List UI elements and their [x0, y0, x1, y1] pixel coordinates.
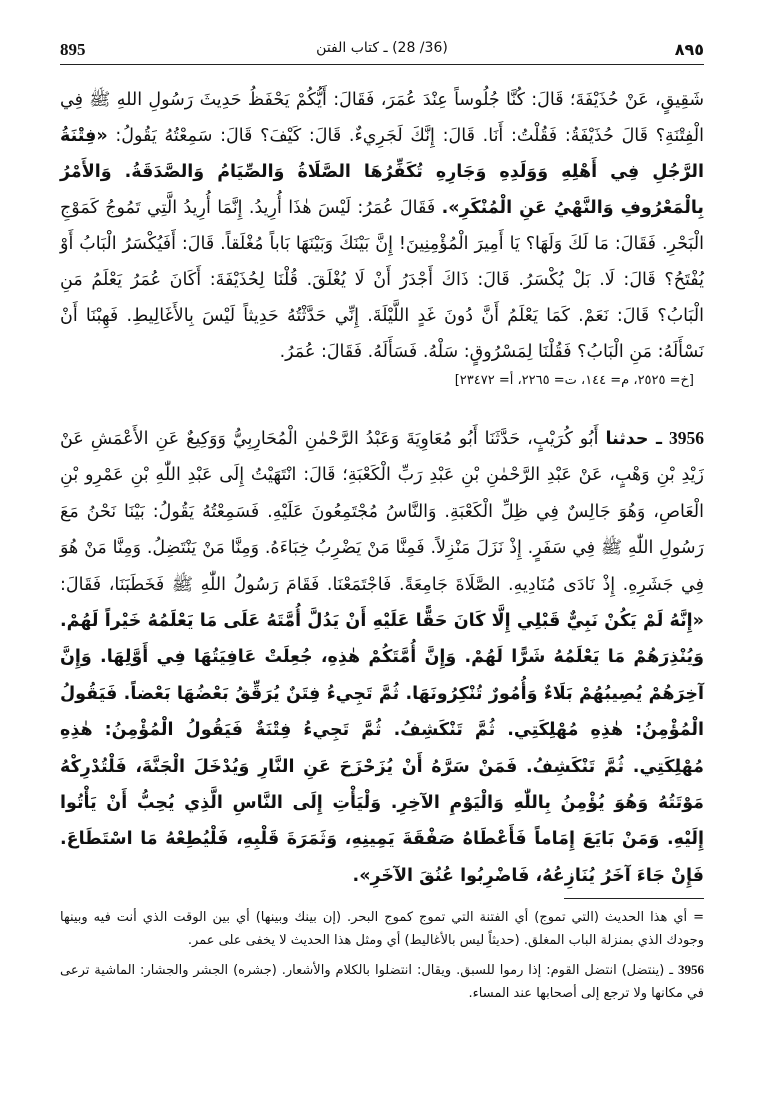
haddathana-label: ـ حدثنا	[605, 429, 662, 449]
hadith-3956-prophetic-text: «إِنَّهُ لَمْ يَكُنْ نَبِيٌّ قَبْلِي إِلَّا كَانَ حَقًّا عَلَيْهِ أَنْ يَدُلَّ أُمَّتَهُ عَلَى مَا يَعْلَمُهُ خَيْراً لَهُمْ. وَيُنْذِرَهُمْ مَا يَعْلَمُهُ شَرًّا لَهُمْ. وَإِنَّ أُمَّتَكُمْ هٰذِهِ، جُعِلَتْ عَافِيَتُهَا فِي أَوَّلِهَا. وَإِنَّ آخِرَهُمْ يُصِيبُهُمْ بَلَاءٌ وَأُمُورٌ تُنْكِرُونَهَا. ثُمَّ تَجِيءُ فِتَنٌ يُرَقِّقُ بَعْضُهَا بَعْضاً. فَيَقُولُ الْمُؤْمِنُ: هٰذِهِ مُهْلِكَتِي. ثُمَّ تَنْكَشِفُ. ثُمَّ تَجِيءُ فِتْنَةٌ فَيَقُولُ الْمُؤْمِنُ: هٰذِهِ مُهْلِكَتِي. ثُمَّ تَنْكَشِفُ. فَمَنْ سَرَّهُ أَنْ يُزَحْزَحَ عَنِ النَّارِ وَيُدْخَلَ الْجَنَّةَ، فَلْتُدْرِكْهُ مَوْتَتُهُ وَهُوَ يُؤْمِنُ بِاللّٰهِ وَالْيَوْمِ الآخِرِ. وَلْيَأْتِ إِلَى النَّاسِ الَّذِي يُحِبُّ أَنْ يَأْتُوا إِلَيْهِ. وَمَنْ بَايَعَ إِمَاماً فَأَعْطَاهُ صَفْقَةَ يَمِينِهِ، وَثَمَرَةَ قَلْبِهِ، فَلْيُطِعْهُ مَا اسْتَطَاعَ. فَإِنْ جَاءَ آخَرُ يُنَازِعُهُ، فَاضْرِبُوا عُنُقَ الآخَرِ».	[60, 611, 704, 886]
footnote-2-number: 3956	[678, 962, 704, 977]
page-header	[60, 30, 704, 64]
hadith-3956-intro: أَبُو كُرَيْبٍ، حَدَّثَنَا أَبُو مُعَاوِيَةَ وَعَبْدُ الرَّحْمٰنِ الْمُحَارِبِيُّ وَوَكِيعٌ عَنِ الأَعْمَشِ عَنْ زَيْدِ بْنِ وَهْبٍ، عَنْ عَبْدِ الرَّحْمٰنِ بْنِ عَبْدِ رَبِّ الْكَعْبَةِ؛ قَالَ: انْتَهَيْتُ إِلَى عَبْدِ اللّٰهِ بْنِ عَمْرِو بْنِ الْعَاصِ، وَهُوَ جَالِسٌ فِي ظِلِّ الْكَعْبَةِ. وَالنَّاسُ مُجْتَمِعُونَ عَلَيْهِ. فَسَمِعْتُهُ يَقُولُ: بَيْنَا نَحْنُ مَعَ رَسُولِ اللّٰهِ ﷺ فِي سَفَرٍ. إِذْ نَزَلَ مَنْزِلاً. فَمِنَّا مَنْ يَضْرِبُ خِبَاءَهُ. وَمِنَّا مَنْ يَنْتَضِلُ. وَمِنَّا مَنْ هُوَ فِي جَشَرِهِ. إِذْ نَادَى مُنَادِيهِ. الصَّلَاةَ جَامِعَةً. فَاجْتَمَعْنَا. فَقَامَ رَسُولُ اللّٰهِ ﷺ فَخَطَبَنَا، فَقَالَ:	[60, 429, 704, 595]
hadith-3956	[60, 420, 704, 894]
footnote-rule	[564, 898, 704, 899]
page-number-arabic: ٨٩٥	[674, 40, 704, 59]
hadith-prev-rest: فَقَالَ عُمَرُ: لَيْسَ هٰذَا أُرِيدُ. إِنَّمَا أُرِيدُ الَّتِي تَمُوجُ كَمَوْجِ الْبَحْرِ. فَقَالَ: مَا لَكَ وَلَهَا؟ يَا أَمِيرَ الْمُؤْمِنِينَ! إِنَّ بَيْنَكَ وَبَيْنَهَا بَاباً مُغْلَقاً. قَالَ: أَفَيُكْسَرُ الْبَابُ أَوْ يُفْتَحُ؟ قَالَ: لَا. بَلْ يُكْسَرُ. قَالَ: ذَاكَ أَجْدَرُ أَنْ لَا يُغْلَقَ. قُلْنَا لِحُذَيْفَةَ: أَكَانَ عُمَرُ يَعْلَمُ مَنِ الْبَابُ؟ قَالَ: نَعَمْ. كَمَا يَعْلَمُ أَنَّ دُونَ غَدٍ اللَّيْلَةَ. إِنِّي حَدَّثْتُهُ حَدِيثاً لَيْسَ بِالأَغَالِيطِ. فَهِبْنَا أَنْ نَسْأَلَهُ: مَنِ الْبَابُ؟ فَقُلْنَا لِمَسْرُوقٍ: سَلْهُ. فَسَأَلَهُ. فَقَالَ: عُمَرُ.	[60, 198, 704, 362]
hadith-reference: [خ= ٢٥٢٥، م= ١٤٤، ت= ٢٢٦٥، أ= ٢٣٤٧٢]	[454, 373, 694, 388]
page-number-latin: 895	[60, 40, 86, 59]
header-rule	[60, 64, 704, 65]
footnotes	[60, 906, 704, 1005]
hadith-prev-intro: شَقِيقٍ، عَنْ حُذَيْفَةَ؛ قَالَ: كُنَّا جُلُوساً عِنْدَ عُمَرَ، فَقَالَ: أَيُّكُمْ يَحْفَظُ حَدِيثَ رَسُولِ اللهِ ﷺ فِي الْفِتْنَةِ؟ قَالَ حُذَيْفَةُ: فَقُلْتُ: أَنَا. قَالَ: إِنَّكَ لَجَرِيءٌ. قَالَ: كَيْفَ؟ قَالَ: سَمِعْتُهُ يَقُولُ:	[60, 90, 704, 146]
hadith-continuation	[60, 82, 704, 370]
hadith-prev-prophetic-text: «فِتْنَةُ الرَّجُلِ فِي أَهْلِهِ وَوَلَدِهِ وَجَارِهِ تُكَفِّرُهَا الصَّلَاةُ وَالصِّيَامُ وَالصَّدَقَةُ. وَالأَمْرُ بِالْمَعْرُوفِ وَالنَّهْيُ عَنِ الْمُنْكَرِ».	[60, 126, 704, 218]
running-title: (36/ 28) ـ كتاب الفتن	[316, 40, 448, 56]
footnote-1: = أي هذا الحديث (التي تموج) أي الفتنة التي تموج كموج البحر. (إن بينك وبينها) أي بين الوقت الذي أنت فيه وبينها وجودك الذي بمنزلة الباب المغلق. (حديثاً ليس بالأغاليط) أي ومثل هذا الحديث لا يخفى على عمر.	[60, 910, 704, 948]
hadith-number: 3956	[668, 428, 704, 448]
footnote-2	[60, 958, 704, 1005]
footnote-2-text: ـ (ينتضل) انتضل القوم: إذا رموا للسبق. ويقال: انتضلوا بالكلام والأشعار. (جشره) الجشر والجشار: الماشية ترعى في مكانها ولا ترجع إلى أصحابها عند المساء.	[60, 963, 704, 1001]
